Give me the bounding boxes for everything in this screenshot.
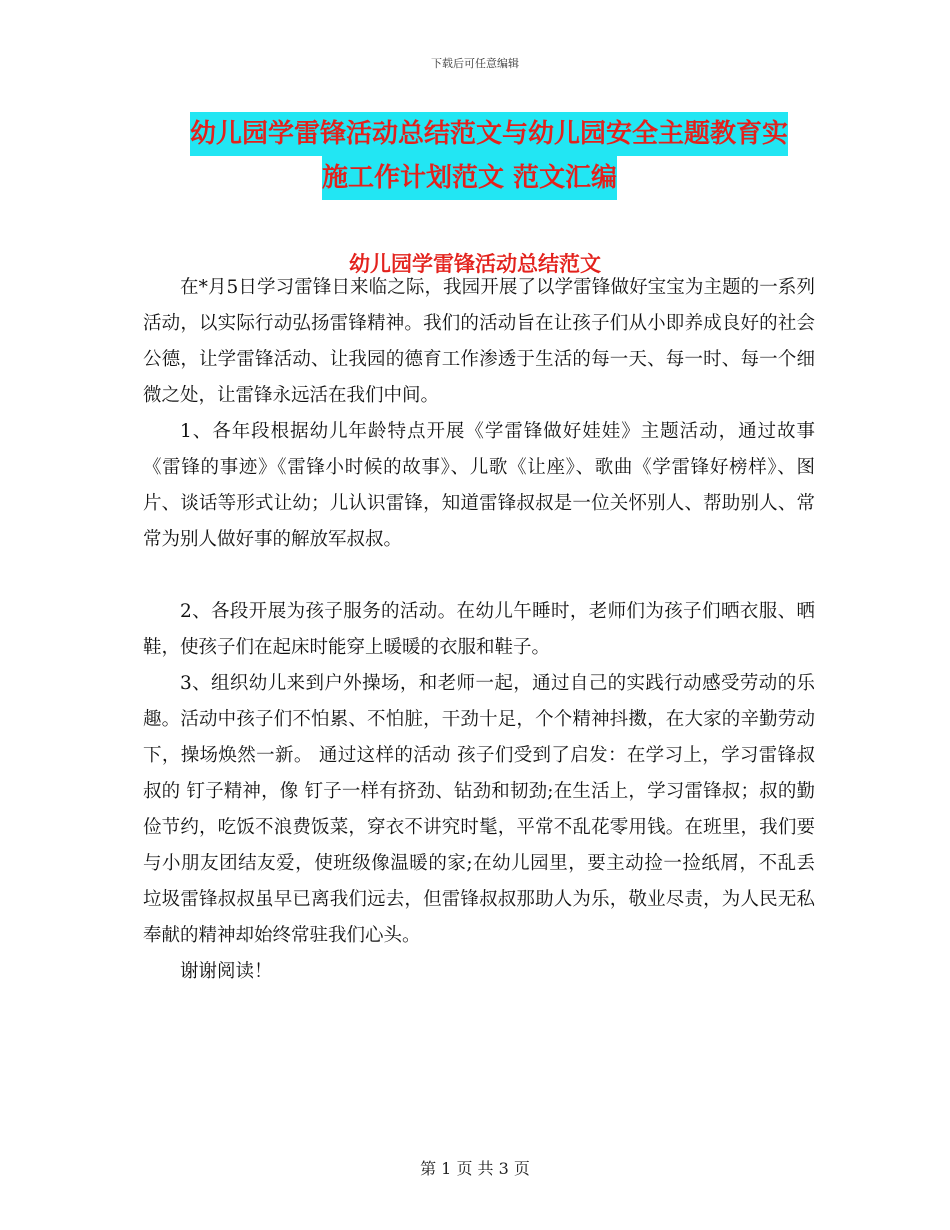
header-note: 下载后可任意编辑	[431, 57, 519, 70]
document-title-line-1: 幼儿园学雷锋活动总结范文与幼儿园安全主题教育实	[190, 112, 788, 156]
paragraph-item-3: 3、组织幼儿来到户外操场，和老师一起，通过自己的实践行动感受劳动的乐趣。活动中孩子们不怕累、不怕脏，干劲十足，个个精神抖擞，在大家的辛勤劳动下，操场焕然一新。 通过这样的活动 孩子们受到了启发：在学习上，学习雷锋叔叔的 钉子精神，像 钉子一样有挤劲、钻劲和韧劲;在生活上，学习雷锋叔；叔的勤俭节约，吃饭不浪费饭菜，穿衣不讲究时髦，平常不乱花零用钱。在班里，我们要与小朋友团结友爱，使班级像温暖的家;在幼儿园里，要主动捡一捡纸屑，不乱丢垃圾雷锋叔叔虽早已离我们远去，但雷锋叔叔那助人为乐，敬业尽责，为人民无私奉献的精神却始终常驻我们心头。	[143, 673, 815, 946]
section-title: 幼儿园学雷锋活动总结范文	[349, 252, 601, 276]
paragraph-intro: 在*月5日学习雷锋日来临之际，我园开展了以学雷锋做好宝宝为主题的一系列活动，以实际行动弘扬雷锋精神。我们的活动旨在让孩子们从小即养成良好的社会公德，让学雷锋活动、让我园的德育工作渗透于生活的每一天、每一时、每一个细微之处，让雷锋永远活在我们中间。	[143, 277, 815, 406]
paragraph-item-1: 1、各年段根据幼儿年龄特点开展《学雷锋做好娃娃》主题活动，通过故事《雷锋的事迹》《雷锋小时候的故事》、儿歌《让座》、歌曲《学雷锋好榜样》、图片、谈话等形式让幼；儿认识雷锋，知道雷锋叔叔是一位关怀别人、帮助别人、常常为别人做好事的解放军叔叔。	[143, 421, 815, 550]
paragraph-closing: 谢谢阅读！	[180, 961, 273, 982]
page-number: 第 1 页 共 3 页	[420, 1159, 530, 1178]
body-text	[143, 270, 815, 990]
paragraph-item-2: 2、各段开展为孩子服务的活动。在幼儿午睡时，老师们为孩子们晒衣服、晒鞋，使孩子们在起床时能穿上暖暖的衣服和鞋子。	[143, 601, 815, 658]
document-title-line-2: 施工作计划范文 范文汇编	[322, 156, 617, 200]
document-title	[190, 112, 830, 200]
